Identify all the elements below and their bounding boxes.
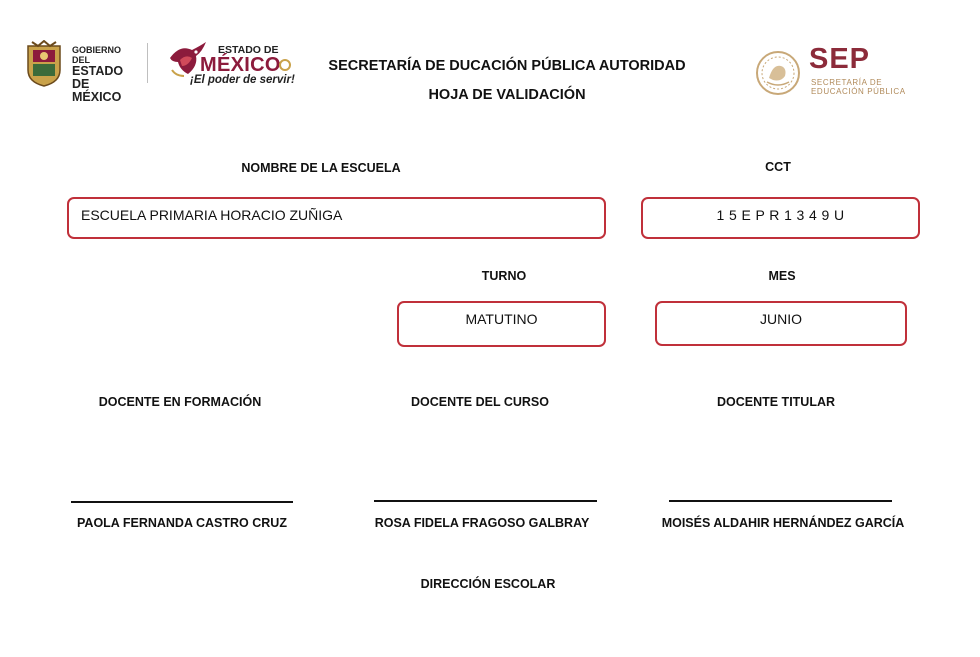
gobierno-logo-text	[72, 45, 134, 104]
turno-value: MATUTINO	[465, 311, 538, 327]
signature-line-course	[374, 500, 597, 502]
edomex-line1: ESTADO DE	[218, 44, 279, 56]
edomex-slogan: ¡El poder de servir!	[190, 74, 295, 86]
signature-role-course: DOCENTE DEL CURSO	[411, 395, 549, 409]
cct-label: CCT	[765, 160, 791, 174]
edomex-coat-of-arms-icon	[24, 40, 64, 88]
edomex-line2: MÉXICO	[200, 54, 281, 76]
sep-subtitle	[811, 78, 906, 96]
mes-value: JUNIO	[760, 311, 802, 327]
sep-line2: EDUCACIÓN PÚBLICA	[811, 87, 906, 96]
wreath-icon	[278, 58, 292, 72]
turno-label: TURNO	[481, 269, 527, 283]
school-name-field[interactable]	[67, 197, 606, 239]
signature-name-trainee: PAOLA FERNANDA CASTRO CRUZ	[77, 516, 287, 530]
gobierno-line1: GOBIERNO DEL	[72, 45, 122, 65]
school-name-value: ESCUELA PRIMARIA HORACIO ZUÑIGA	[81, 207, 343, 223]
signature-name-course: ROSA FIDELA FRAGOSO GALBRAY	[374, 516, 590, 530]
sep-line1: SECRETARÍA DE	[811, 78, 883, 87]
signature-line-titular	[669, 500, 892, 502]
national-seal-icon	[755, 50, 801, 96]
signature-name-titular: MOISÉS ALDAHIR HERNÁNDEZ GARCÍA	[661, 516, 905, 530]
page-subtitle: HOJA DE VALIDACIÓN	[428, 87, 586, 103]
sep-logo-text: SEP	[809, 43, 871, 75]
logo-divider	[147, 43, 148, 83]
turno-field[interactable]	[397, 301, 606, 347]
gobierno-line2: ESTADO DE	[72, 64, 124, 91]
signature-line-trainee	[71, 501, 293, 503]
direction-label: DIRECCIÓN ESCOLAR	[420, 577, 556, 591]
signature-role-titular: DOCENTE TITULAR	[716, 395, 836, 409]
cct-field[interactable]	[641, 197, 920, 239]
mes-field[interactable]	[655, 301, 907, 346]
mes-label: MES	[768, 269, 796, 283]
cct-value: 1 5 E P R 1 3 4 9 U	[716, 207, 845, 223]
page-title: SECRETARÍA DE DUCACIÓN PÚBLICA AUTORIDAD	[328, 58, 686, 74]
school-name-label: NOMBRE DE LA ESCUELA	[241, 161, 401, 175]
signature-role-trainee: DOCENTE EN FORMACIÓN	[98, 395, 262, 409]
gobierno-line3: MÉXICO	[72, 90, 122, 104]
